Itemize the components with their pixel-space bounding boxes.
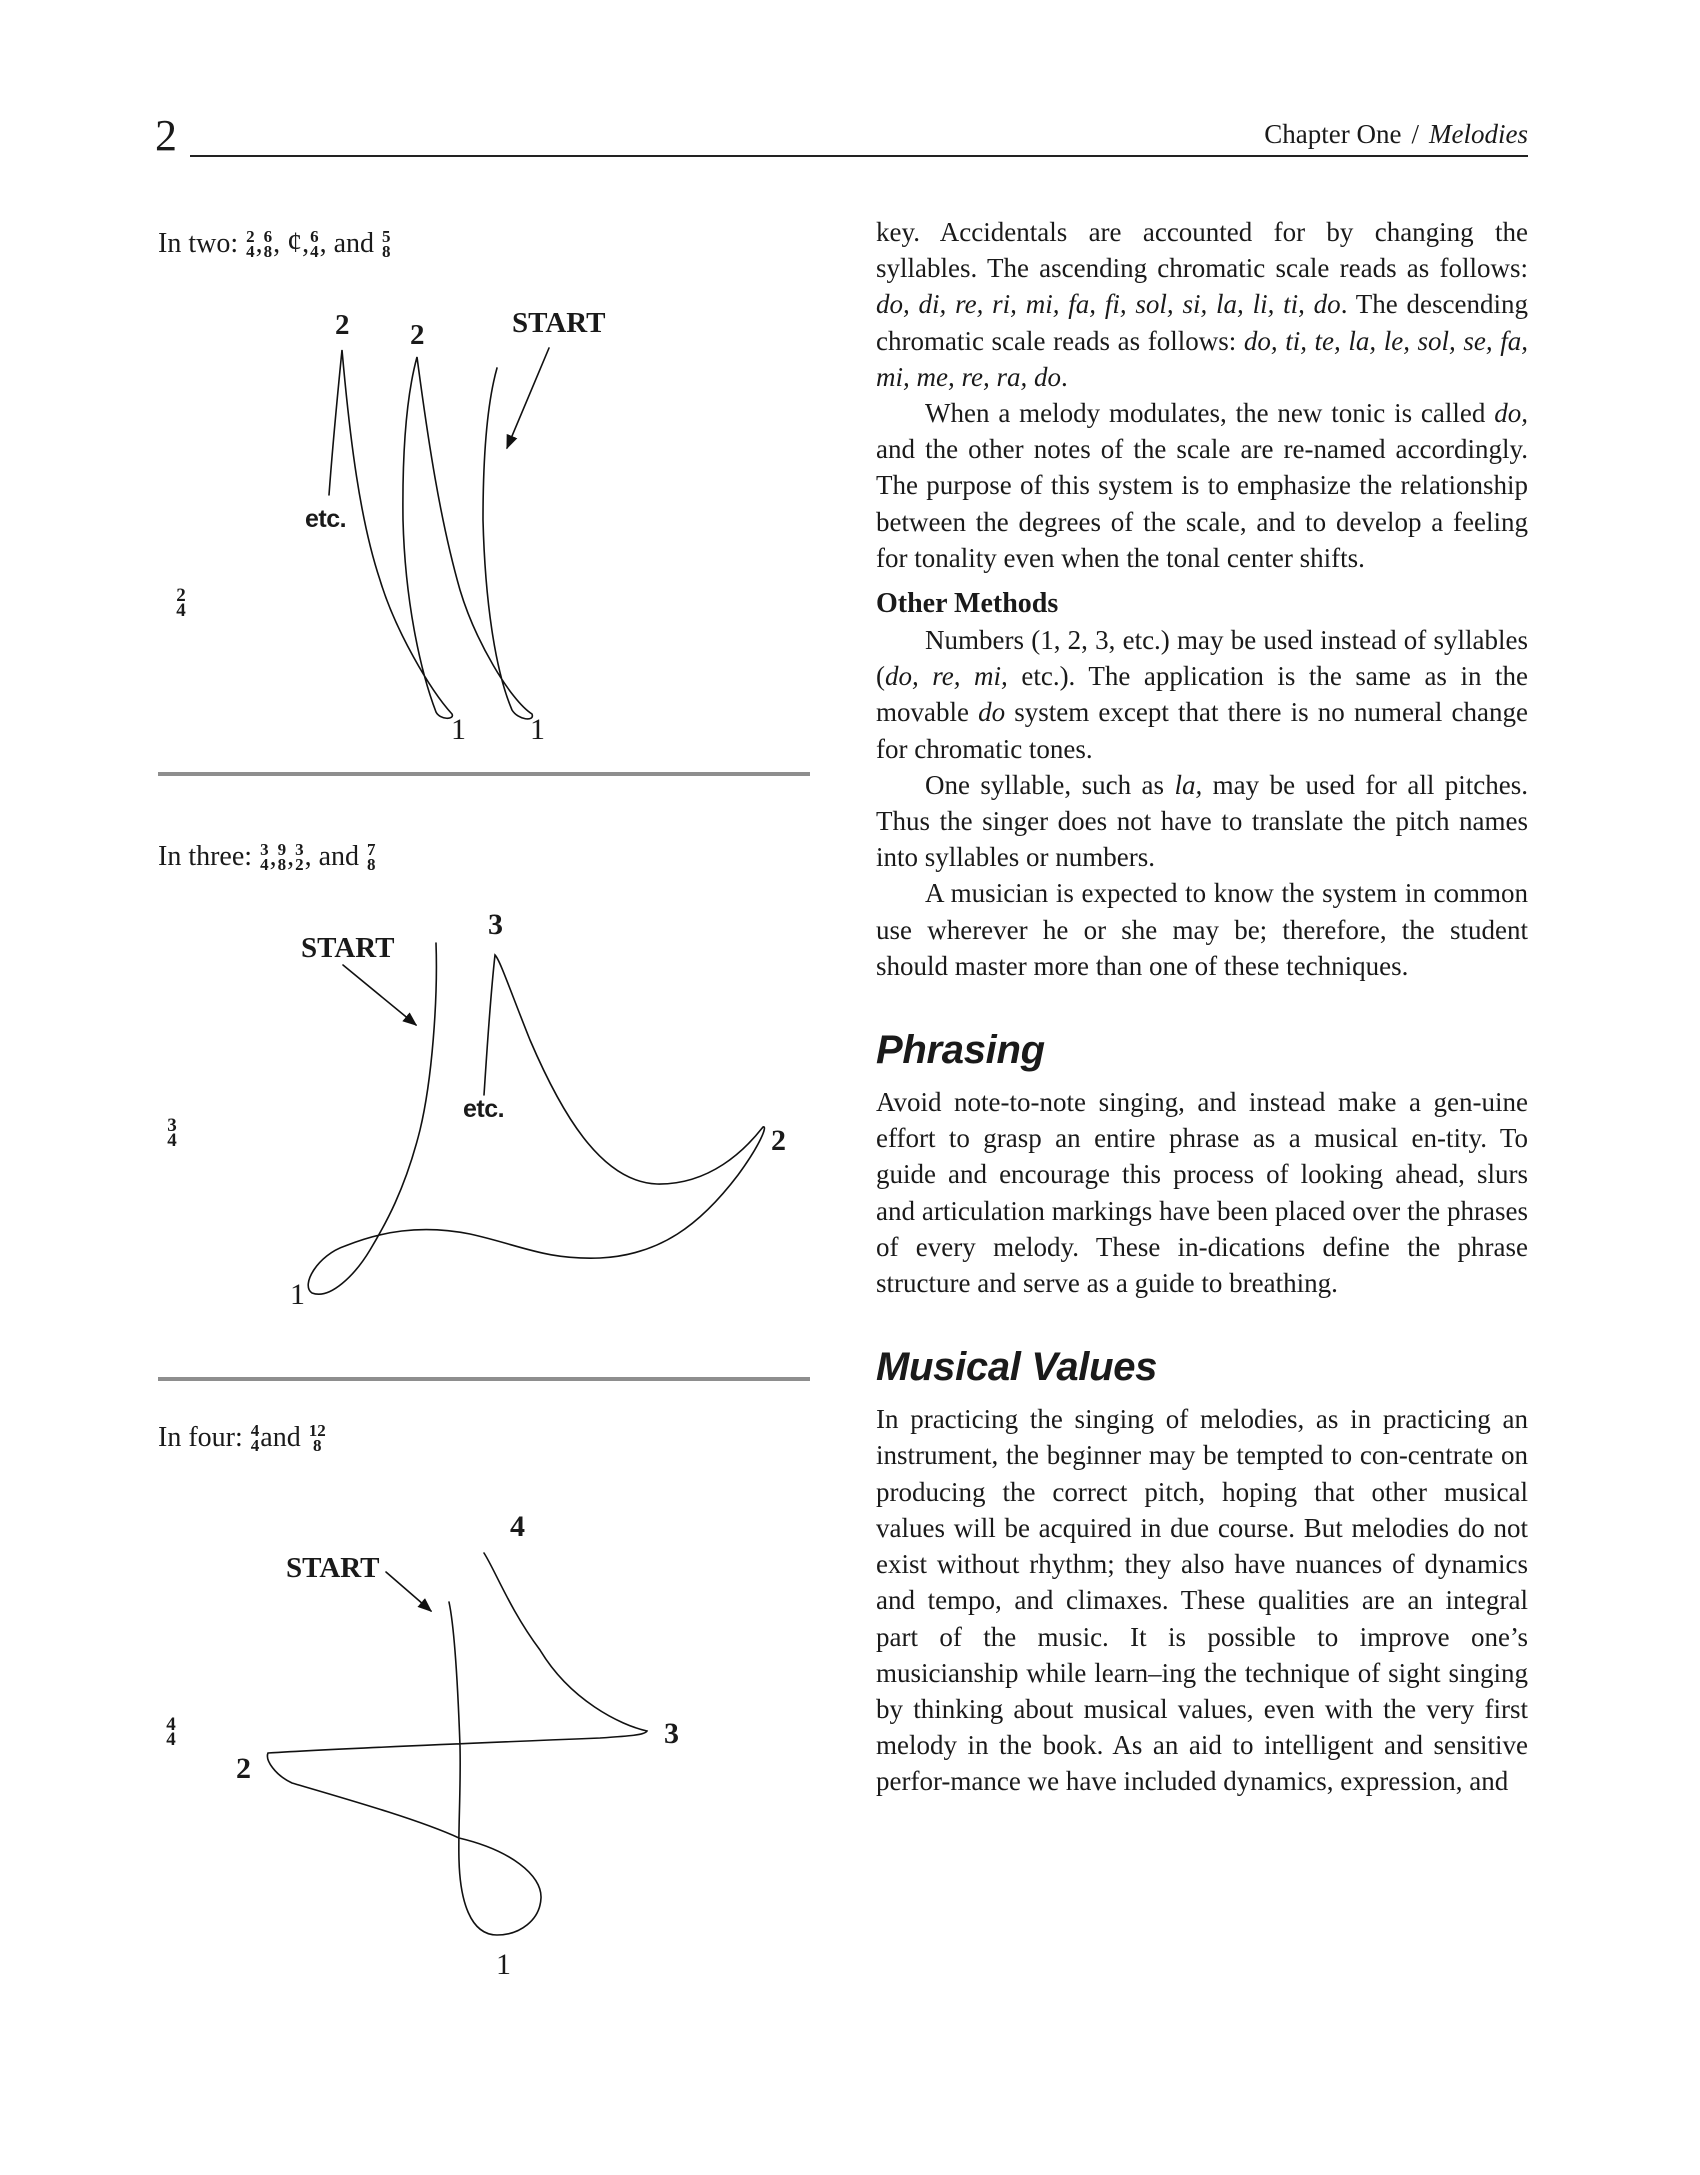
start-label: START xyxy=(301,932,395,964)
beat-label: 3 xyxy=(664,1717,679,1750)
etc-label: etc. xyxy=(305,505,347,533)
cut-time-icon: ¢ xyxy=(287,226,303,259)
meter-6-8: 6 8 xyxy=(263,226,273,261)
meter-5-8: 5 8 xyxy=(382,226,391,261)
page-number: 2 xyxy=(155,111,177,160)
section-divider xyxy=(158,1377,810,1381)
start-label: START xyxy=(286,1552,380,1584)
beat-label: 2 xyxy=(771,1124,786,1157)
caption-prefix: In two: xyxy=(158,228,239,259)
start-arrow-icon xyxy=(386,1572,431,1611)
meter-3-2: 3 2 xyxy=(295,839,304,874)
meter-7-8: 7 8 xyxy=(367,839,376,874)
time-signature-2-4: 2 4 xyxy=(176,585,186,621)
caption-prefix: In four: xyxy=(158,1422,243,1453)
beat-label: 1 xyxy=(290,1278,305,1311)
paragraph: When a melody modulates, the new tonic is called do, and the other notes of the scale are re-named accordingly. The purpose of this system is to emphasize the relationship between the degrees of the scale, and to develop a feeling for tonality even when the tonal center shifts. xyxy=(876,398,1528,573)
paragraph: A musician is expected to know the system in common use wherever he or she may be; therefore, the student should master more than one of these techniques. xyxy=(876,878,1528,981)
body-text-column xyxy=(876,214,1528,1800)
beat-label: 1 xyxy=(451,713,466,746)
time-signature-4-4: 4 4 xyxy=(166,1714,176,1750)
figure-caption-three: In three: 3 4 , 9 8 , 3 2 , and 7 8 xyxy=(158,839,376,874)
chapter-title: Chapter One xyxy=(1264,119,1402,149)
running-head xyxy=(1264,118,1528,150)
start-label: START xyxy=(512,307,606,339)
subheading-other-methods: Other Methods xyxy=(876,588,1059,620)
meter-12-8: 12 8 xyxy=(308,1420,326,1455)
two-beat-pattern xyxy=(329,350,532,719)
paragraph: key. Accidentals are accounted for by changing the syllables. The ascending chromatic scale reads as follows: do, di, re, ri, mi, fa, fi, sol, si, la, li, ti, do. The descending chromatic scale reads as follows: do, ti, te, la, le, sol, se, fa, mi, me, re, ra, do. xyxy=(876,217,1528,392)
caption-and: and xyxy=(333,228,375,259)
meter-9-8: 9 8 xyxy=(277,839,287,874)
heading-musical-values: Musical Values xyxy=(876,1345,1158,1390)
meter-3-4: 3 4 xyxy=(260,839,269,874)
caption-prefix: In three: xyxy=(158,841,253,872)
caption-and: and xyxy=(318,841,359,872)
heading-phrasing: Phrasing xyxy=(876,1028,1045,1073)
meter-6-4: 6 4 xyxy=(310,226,319,261)
beat-label: 2 xyxy=(335,309,350,341)
beat-label: 3 xyxy=(488,908,503,941)
paragraph: Avoid note-to-note singing, and instead make a gen-uine effort to grasp an entire phrase as a musical en-tity. To guide and encourage this process of looking ahead, slurs and articulation markings have been placed over the phrases of every melody. These in-dications define the phrase structure and serve as a guide to breathing. xyxy=(876,1087,1528,1299)
paragraph: Numbers (1, 2, 3, etc.) may be used instead of syllables (do, re, mi, etc.). The application is the same as in the movable do system except that there is no numeral change for chromatic tones. xyxy=(876,625,1528,764)
time-signature-3-4: 3 4 xyxy=(167,1115,177,1151)
start-arrow-icon xyxy=(507,348,549,448)
four-beat-pattern xyxy=(267,1553,647,1935)
three-beat-pattern xyxy=(308,943,764,1294)
figure-caption-two: In two: 2 4 , 6 8 , ¢, 6 4 , and 5 8 xyxy=(158,226,391,261)
section-divider xyxy=(158,772,810,776)
start-arrow-icon xyxy=(343,965,416,1025)
beat-label: 1 xyxy=(530,713,545,746)
meter-2-4: 2 4 xyxy=(246,226,255,261)
beat-label: 2 xyxy=(410,319,425,351)
paragraph: One syllable, such as la, may be used for all pitches. Thus the singer does not have to translate the pitch names into syllables or numbers. xyxy=(876,769,1528,873)
etc-label: etc. xyxy=(463,1095,505,1123)
running-head-separator: / xyxy=(1411,119,1420,149)
beat-label: 1 xyxy=(496,1948,511,1981)
meter-4-4: 4 4 xyxy=(250,1420,260,1455)
beat-label: 2 xyxy=(236,1752,251,1785)
paragraph: In practicing the singing of melodies, as in practicing an instrument, the beginner may be tempted to con-centrate on producing the correct pitch, hoping that other musical values will be acquired in due course. But melodies do not exist without rhythm; they also have nuances of dynamics and tempo, and climaxes. These qualities are an integral part of the music. It is possible to improve one’s musicianship while learn–ing the technique of sight singing by thinking about musical values, even with the very first melody in the book. As an aid to intelligent and sensitive perfor-mance we have included dynamics, expression, and xyxy=(876,1404,1528,1797)
header-rule xyxy=(190,155,1528,157)
figure-caption-four xyxy=(158,1421,327,1455)
caption-and: and xyxy=(260,1422,301,1453)
beat-label: 4 xyxy=(510,1510,525,1543)
section-title: Melodies xyxy=(1429,119,1528,149)
